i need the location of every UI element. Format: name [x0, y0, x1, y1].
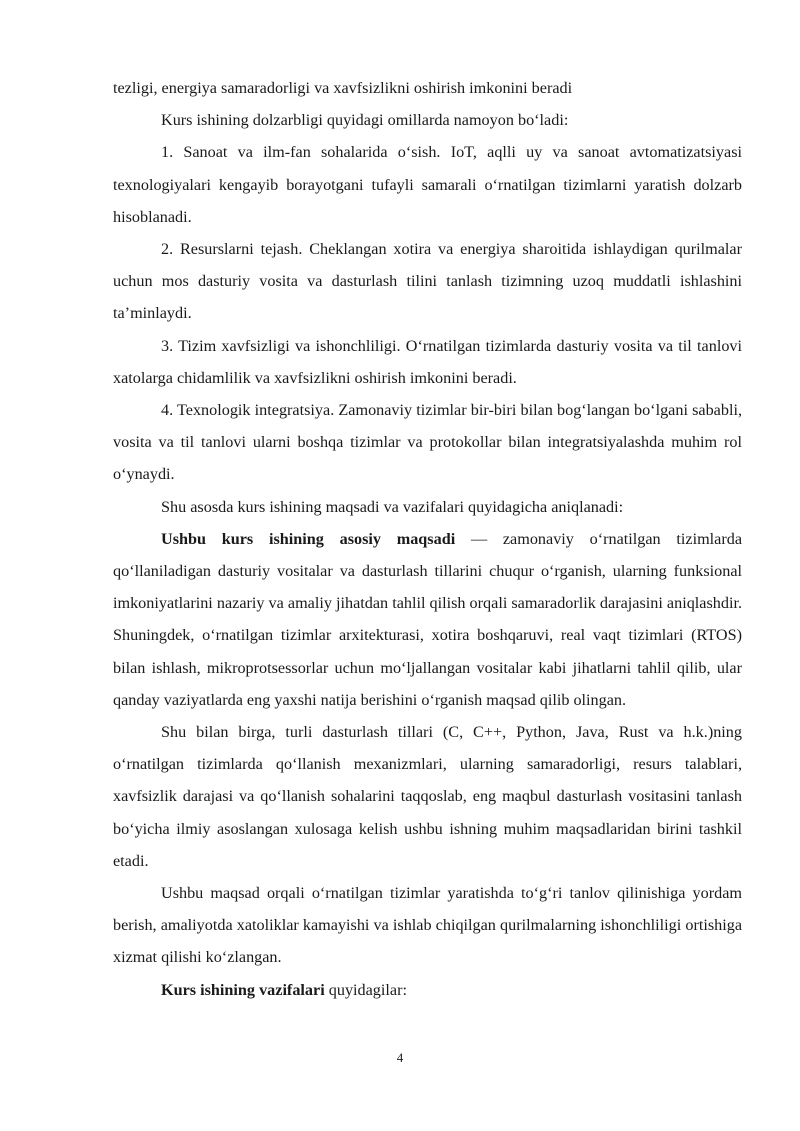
paragraph-tasks: [113, 974, 742, 1006]
paragraph-goals-intro: Shu asosda kurs ishining maqsadi va vazifalari quyidagicha aniqlanadi:: [161, 497, 624, 516]
list-item-4: 4. Texnologik integratsiya. Zamonaviy tizimlar bir-biri bilan bog‘langan bo‘lgani sababli, vosita va til tanlovi ularni boshqa tizimlar va protokollar bilan integratsiyalashda muhim rol o‘ynaydi.: [113, 401, 742, 484]
list-item-2: 2. Resurslarni tejash. Cheklangan xotira va energiya sharoitida ishlaydigan qurilmalar uchun mos dasturiy vosita va dasturlash tilini tanlash tizimning uzoq muddatli ishlashini ta’minlaydi.: [113, 240, 742, 323]
tasks-heading: Kurs ishining vazifalari: [161, 980, 325, 999]
main-goal-text: — zamonaviy o‘rnatilgan tizimlarda qo‘llaniladigan dasturiy vositalar va dasturlash tillarini chuqur o‘rganish, ularning funksional imkoniyatlarini nazariy va amaliy jihatdan tahlil qilish orqali samaradorlik darajasini aniqlashdir. Shuningdek, o‘rnatilgan tizimlar arxitekturasi, xotira boshqaruvi, real vaqt tizimlari (RTOS) bilan ishlash, mikroprotsessorlar uchun mo‘ljallangan vositalar kabi jihatlarni tahlil qilib, ular qanday vaziyatlarda eng yaxshi natija berishini o‘rganish maqsad qilib olingan.: [113, 529, 743, 709]
list-item-1: 1. Sanoat va ilm-fan sohalarida o‘sish. IoT, aqlli uy va sanoat avtomatizatsiyasi texnologiyalari kengayib borayotgani tufayli samarali o‘rnatilgan tizimlarni yaratish dolzarb hisoblanadi.: [113, 143, 742, 226]
paragraph-main-goal: [113, 523, 742, 716]
paragraph-continuation: tezligi, energiya samaradorligi va xavfsizlikni oshirish imkonini beradi: [113, 79, 573, 97]
tasks-text: quyidagilar:: [324, 980, 407, 999]
body-text: [113, 72, 742, 1006]
list-item-3: 3. Tizim xavfsizligi va ishonchliligi. O‘rnatilgan tizimlarda dasturiy vosita va til tanlovi xatolarga chidamlilik va xavfsizlikni oshirish imkonini beradi.: [113, 336, 742, 387]
paragraph-purpose: Ushbu maqsad orqali o‘rnatilgan tizimlar yaratishda to‘g‘ri tanlov qilinishiga yordam berish, amaliyotda xatoliklar kamayishi va ishlab chiqilgan qurilmalarning ishonchliligi ortishiga xizmat qilishi ko‘zlangan.: [113, 884, 742, 967]
paragraph-languages: Shu bilan birga, turli dasturlash tillari (C, C++, Python, Java, Rust va h.k.)ning o‘rnatilgan tizimlarda qo‘llanish mexanizmlari, ularning samaradorligi, resurs talablari, xavfsizlik darajasi va qo‘llanish sohalarini taqqoslab, eng maqbul dasturlash vositasini tanlash bo‘yicha ilmiy asoslangan xulosaga kelish ushbu ishning muhim maqsadlaridan birini tashkil etadi.: [113, 723, 742, 870]
paragraph-relevance-intro: Kurs ishining dolzarbligi quyidagi omillarda namoyon bo‘ladi:: [161, 111, 569, 130]
main-goal-heading: Ushbu kurs ishining asosiy maqsadi: [161, 529, 456, 548]
page-number: 4: [396, 1050, 404, 1065]
